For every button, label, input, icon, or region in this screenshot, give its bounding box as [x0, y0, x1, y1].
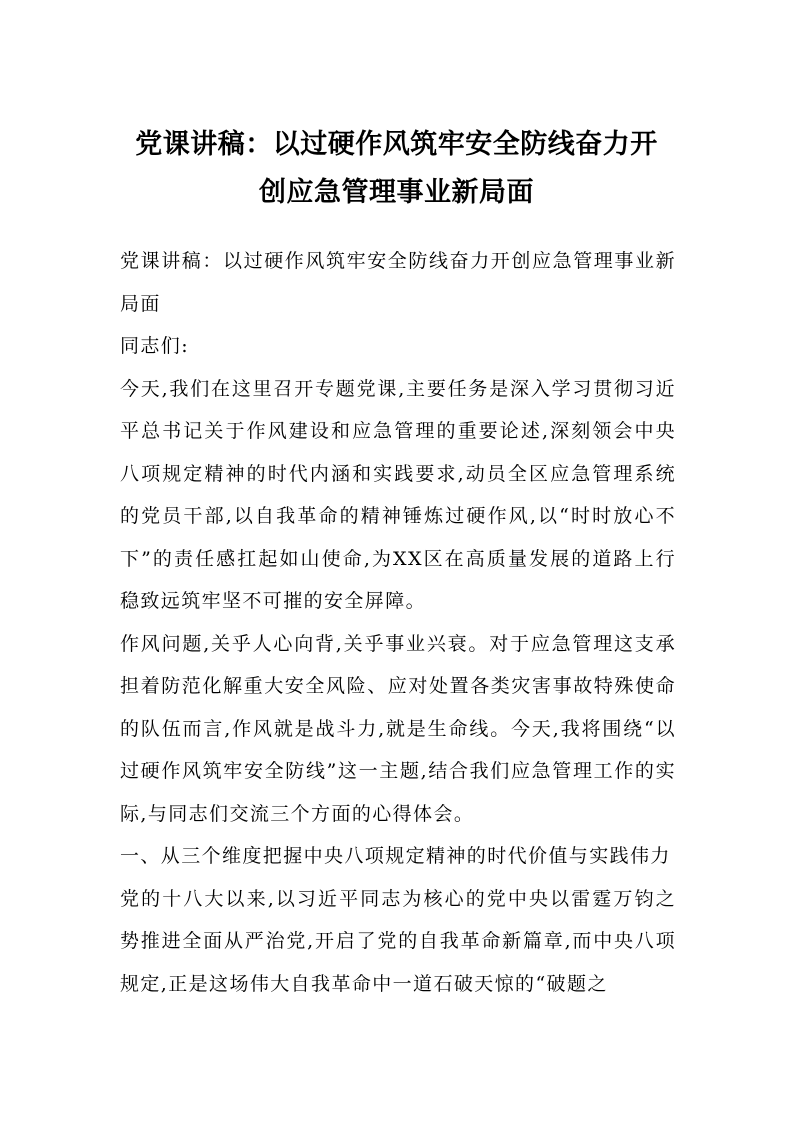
- paragraph-greeting: 同志们:: [120, 335, 190, 357]
- document-title-line-1: 党课讲稿：以过硬作风筑牢安全防线奋力开: [135, 129, 658, 160]
- section-heading-one: 一、从三个维度把握中央八项规定精神的时代价值与实践伟力: [120, 845, 671, 867]
- paragraph-intro: 今天,我们在这里召开专题党课,主要任务是深入学习贯彻习近平总书记关于作风建设和应急管理的重要论述,深刻领会中央八项规定精神的时代内涵和实践要求,动员全区应急管理系统的党员干部,以自我革命的精神锤炼过硬作风,以“时时放心不下”的责任感扛起如山使命,为XX区在高质量发展的道路上行稳致远筑牢坚不可摧的安全屏障。: [120, 377, 676, 612]
- paragraph-theme: 作风问题,关乎人心向背,关乎事业兴衰。对于应急管理这支承担着防范化解重大安全风险、应对处置各类灾害事故特殊使命的队伍而言,作风就是战斗力,就是生命线。今天,我将围绕“以过硬作风筑牢安全防线”这一主题,结合我们应急管理工作的实际,与同志们交流三个方面的心得体会。: [120, 632, 676, 825]
- document-body: [120, 240, 676, 1005]
- document-title-line-2: 创应急管理事业新局面: [259, 177, 534, 208]
- paragraph-subtitle: 党课讲稿：以过硬作风筑牢安全防线奋力开创应急管理事业新局面: [120, 250, 676, 315]
- paragraph-section-one: 党的十八大以来,以习近平同志为核心的党中央以雷霆万钧之势推进全面从严治党,开启了党的自我革命新篇章,而中央八项规定,正是这场伟大自我革命中一道石破天惊的“破题之: [120, 887, 676, 995]
